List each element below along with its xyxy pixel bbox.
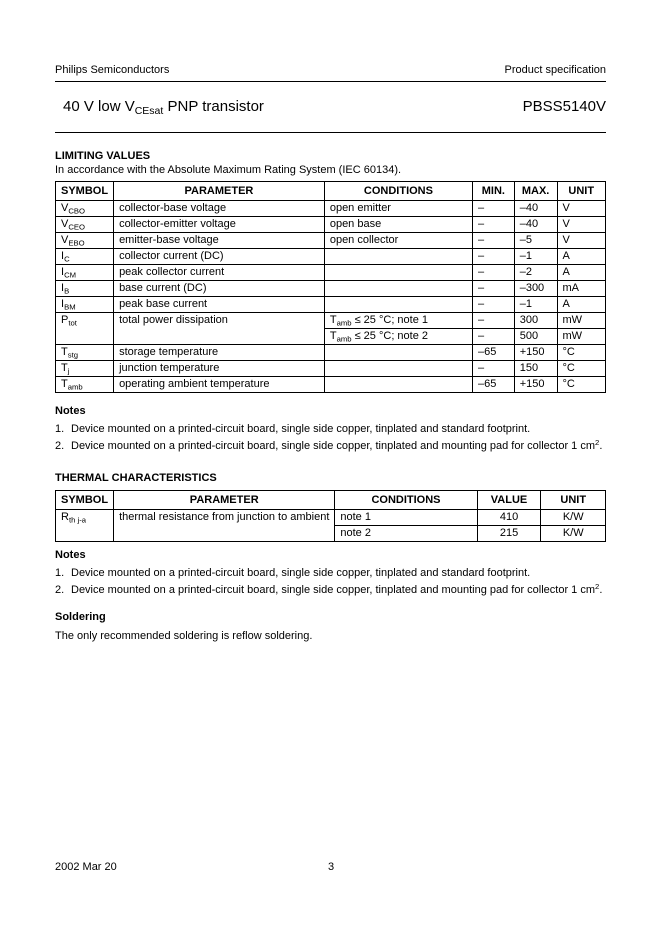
conditions bbox=[324, 377, 472, 393]
col-symbol: SYMBOL bbox=[56, 491, 114, 510]
parameter: emitter-base voltage bbox=[114, 233, 325, 249]
parameter: peak collector current bbox=[114, 265, 325, 281]
symbol: $T_{stg}$ bbox=[56, 345, 114, 361]
note-2: 2. Device mounted on a printed-circuit board, single side copper, tinplated and mounting pad for collector 1 $cm^2$. bbox=[55, 582, 603, 596]
symbol: $T_{amb}$ bbox=[56, 377, 114, 393]
max: –300 bbox=[514, 281, 557, 297]
min: –65 bbox=[473, 345, 515, 361]
unit: V bbox=[557, 217, 606, 233]
symbol: $T_j$ bbox=[56, 361, 114, 377]
notes-heading: Notes bbox=[55, 549, 86, 561]
table-row bbox=[56, 201, 606, 217]
col-unit: UNIT bbox=[541, 491, 606, 510]
col-conditions: CONDITIONS bbox=[335, 491, 477, 510]
max: +150 bbox=[514, 345, 557, 361]
thermal-heading: THERMAL CHARACTERISTICS bbox=[55, 472, 217, 484]
document-title-row bbox=[63, 98, 606, 120]
unit: mW bbox=[557, 329, 606, 345]
conditions: open emitter bbox=[324, 201, 472, 217]
conditions: open collector bbox=[324, 233, 472, 249]
symbol: $V_{EBO}$ bbox=[56, 233, 114, 249]
table-row bbox=[56, 265, 606, 281]
note-1: 1. Device mounted on a printed-circuit board, single side copper, tinplated and standard footprint. bbox=[55, 567, 531, 579]
header-doc-type: Product specification bbox=[504, 64, 606, 76]
conditions: note 1 bbox=[335, 510, 477, 526]
table-row bbox=[56, 217, 606, 233]
footer-date: 2002 Mar 20 bbox=[55, 861, 117, 873]
title-rule bbox=[55, 132, 606, 133]
min: – bbox=[473, 297, 515, 313]
max: 500 bbox=[514, 329, 557, 345]
page-number: 3 bbox=[328, 861, 335, 873]
note-2: 2. Device mounted on a printed-circuit board, single side copper, tinplated and mounting pad for collector 1 $cm^2$. bbox=[55, 438, 603, 452]
value: 410 bbox=[477, 510, 541, 526]
unit: A bbox=[557, 265, 606, 281]
min: – bbox=[473, 233, 515, 249]
symbol: $I_{CM}$ bbox=[56, 265, 114, 281]
note-1: 1. Device mounted on a printed-circuit board, single side copper, tinplated and standard footprint. bbox=[55, 423, 531, 435]
min: – bbox=[473, 361, 515, 377]
conditions: $T_{amb} \le 25$ °C; note 2 bbox=[324, 329, 472, 345]
conditions bbox=[324, 345, 472, 361]
conditions bbox=[324, 249, 472, 265]
parameter: collector current (DC) bbox=[114, 249, 325, 265]
notes-heading: Notes bbox=[55, 405, 86, 417]
conditions: open base bbox=[324, 217, 472, 233]
table-row bbox=[56, 233, 606, 249]
unit: A bbox=[557, 297, 606, 313]
conditions bbox=[324, 281, 472, 297]
table-header-row bbox=[56, 182, 606, 201]
min: – bbox=[473, 281, 515, 297]
conditions bbox=[324, 297, 472, 313]
conditions bbox=[324, 361, 472, 377]
min: – bbox=[473, 329, 515, 345]
parameter: junction temperature bbox=[114, 361, 325, 377]
conditions bbox=[324, 265, 472, 281]
limiting-values-table bbox=[55, 181, 606, 393]
symbol: $V_{CEO}$ bbox=[56, 217, 114, 233]
unit: V bbox=[557, 201, 606, 217]
symbol: $I_B$ bbox=[56, 281, 114, 297]
table-row bbox=[56, 249, 606, 265]
unit: V bbox=[557, 233, 606, 249]
col-conditions: CONDITIONS bbox=[324, 182, 472, 201]
col-parameter: PARAMETER bbox=[114, 491, 335, 510]
limiting-values-heading: LIMITING VALUES bbox=[55, 150, 151, 162]
min: – bbox=[473, 313, 515, 329]
parameter: storage temperature bbox=[114, 345, 325, 361]
max: –40 bbox=[514, 217, 557, 233]
page-header bbox=[55, 64, 606, 80]
header-company: Philips Semiconductors bbox=[55, 64, 170, 76]
table-row bbox=[56, 345, 606, 361]
col-value: VALUE bbox=[477, 491, 541, 510]
col-symbol: SYMBOL bbox=[56, 182, 114, 201]
max: 300 bbox=[514, 313, 557, 329]
table-header-row bbox=[56, 491, 606, 510]
unit: K/W bbox=[541, 526, 606, 542]
min: – bbox=[473, 249, 515, 265]
unit: °C bbox=[557, 377, 606, 393]
unit: mA bbox=[557, 281, 606, 297]
parameter: base current (DC) bbox=[114, 281, 325, 297]
min: – bbox=[473, 217, 515, 233]
max: –2 bbox=[514, 265, 557, 281]
table-row bbox=[56, 361, 606, 377]
symbol: $I_C$ bbox=[56, 249, 114, 265]
table-row bbox=[56, 281, 606, 297]
symbol: $R_{th j-a}$ bbox=[56, 510, 114, 542]
unit: °C bbox=[557, 345, 606, 361]
max: –1 bbox=[514, 249, 557, 265]
parameter: total power dissipation bbox=[114, 313, 325, 345]
conditions: note 2 bbox=[335, 526, 477, 542]
soldering-heading: Soldering bbox=[55, 611, 106, 623]
limiting-values-intro: In accordance with the Absolute Maximum Rating System (IEC 60134). bbox=[55, 164, 402, 176]
max: +150 bbox=[514, 377, 557, 393]
max: 150 bbox=[514, 361, 557, 377]
unit: K/W bbox=[541, 510, 606, 526]
table-row bbox=[56, 297, 606, 313]
min: – bbox=[473, 265, 515, 281]
symbol: $I_{BM}$ bbox=[56, 297, 114, 313]
col-max: MAX. bbox=[514, 182, 557, 201]
symbol: $V_{CBO}$ bbox=[56, 201, 114, 217]
parameter: collector-base voltage bbox=[114, 201, 325, 217]
max: –1 bbox=[514, 297, 557, 313]
parameter: operating ambient temperature bbox=[114, 377, 325, 393]
min: – bbox=[473, 201, 515, 217]
thermal-table bbox=[55, 490, 606, 542]
parameter: peak base current bbox=[114, 297, 325, 313]
table-row bbox=[56, 313, 606, 329]
part-number: PBSS5140V bbox=[522, 98, 606, 115]
parameter: thermal resistance from junction to ambient bbox=[114, 510, 335, 542]
document-title: 40 V low $V_{CEsat}$ PNP transistor bbox=[63, 98, 264, 118]
soldering-text: The only recommended soldering is reflow soldering. bbox=[55, 630, 313, 642]
col-min: MIN. bbox=[473, 182, 515, 201]
parameter: collector-emitter voltage bbox=[114, 217, 325, 233]
col-parameter: PARAMETER bbox=[114, 182, 325, 201]
unit: A bbox=[557, 249, 606, 265]
value: 215 bbox=[477, 526, 541, 542]
col-unit: UNIT bbox=[557, 182, 606, 201]
symbol: $P_{tot}$ bbox=[56, 313, 114, 345]
max: –5 bbox=[514, 233, 557, 249]
unit: mW bbox=[557, 313, 606, 329]
table-row bbox=[56, 377, 606, 393]
max: –40 bbox=[514, 201, 557, 217]
min: –65 bbox=[473, 377, 515, 393]
header-rule bbox=[55, 81, 606, 82]
unit: °C bbox=[557, 361, 606, 377]
conditions: $T_{amb} \le 25$ °C; note 1 bbox=[324, 313, 472, 329]
table-row bbox=[56, 510, 606, 526]
